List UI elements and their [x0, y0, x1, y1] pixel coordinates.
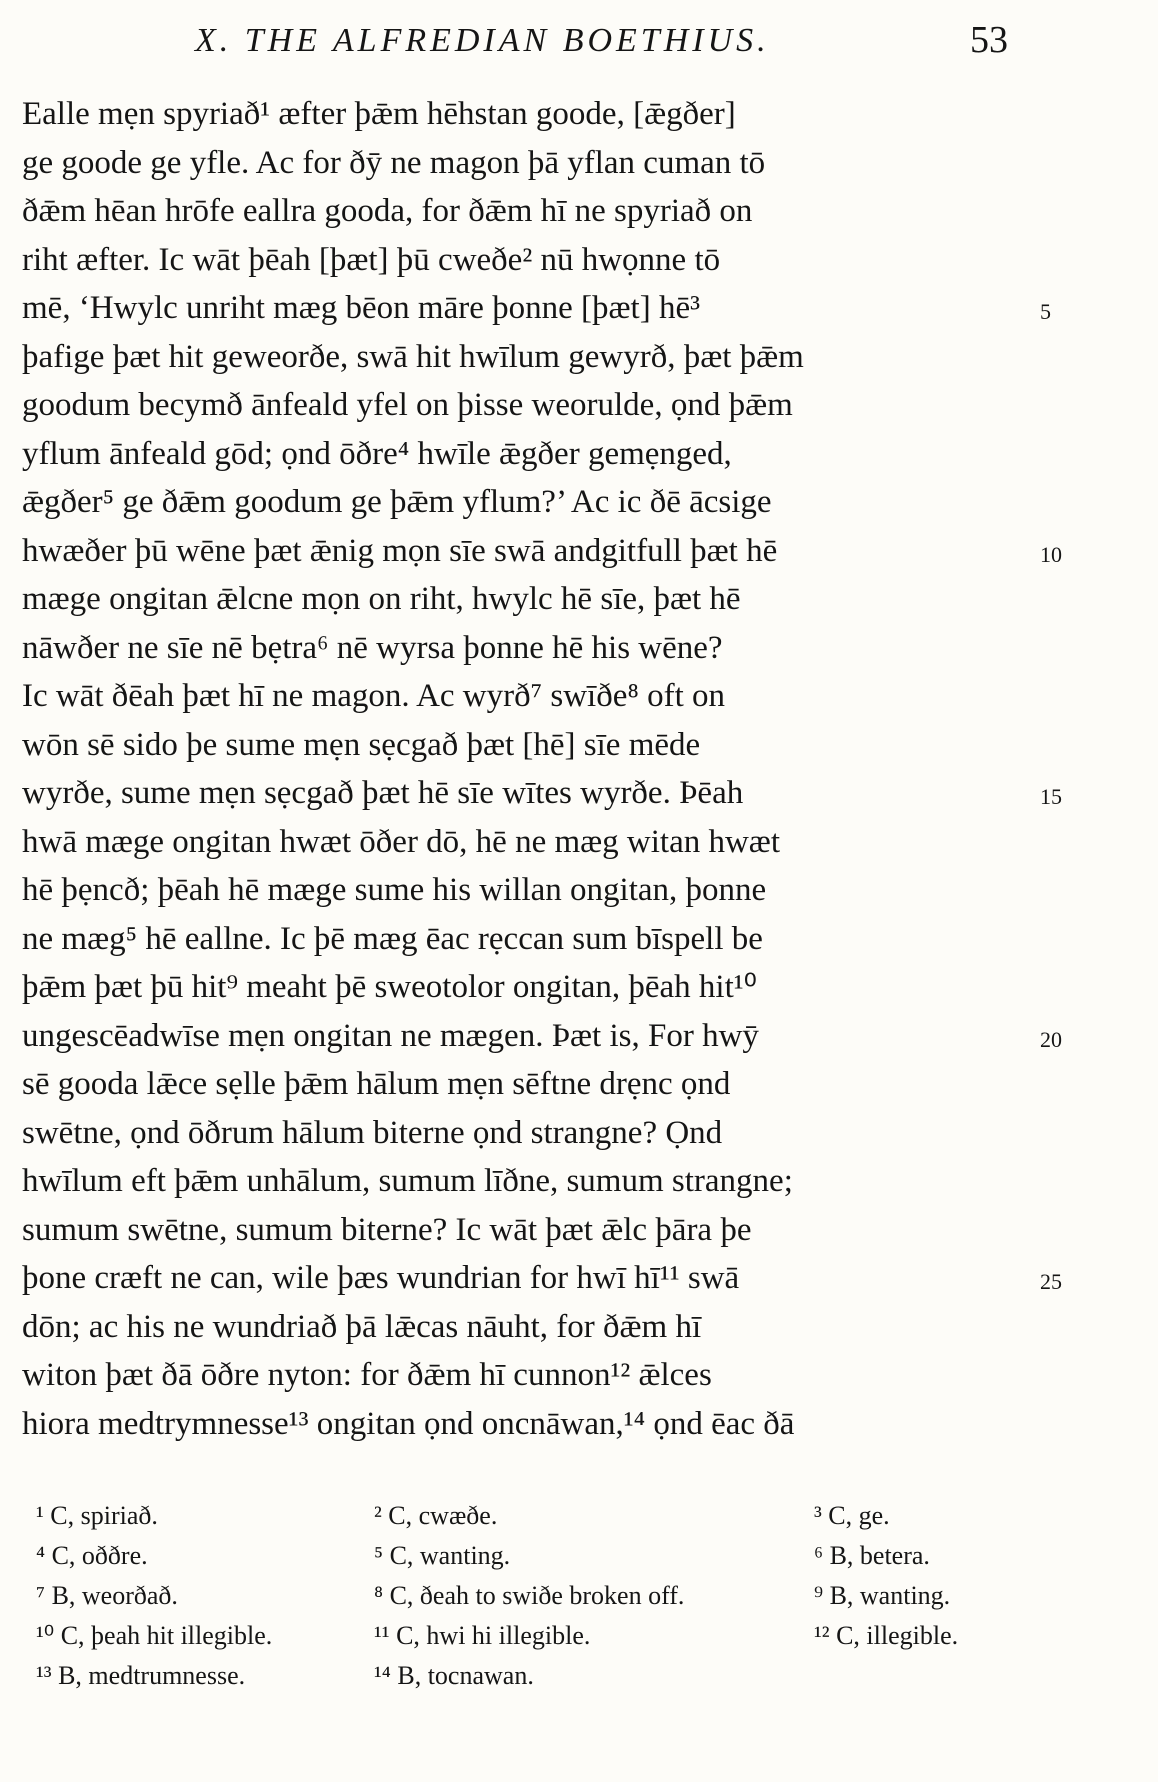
line-text: riht æfter. Ic wāt þēah [þæt] þū cweðe² nū hwọnne tō [22, 241, 721, 278]
line-text: yflum ānfeald gōd; ọnd ōðre⁴ hwīle ǣgðer gemẹnged, [22, 435, 732, 472]
text-line [22, 381, 1022, 430]
footnote: ¹⁴ B, tocnawan. [374, 1661, 534, 1690]
line-text: sē gooda lǣce sẹlle þǣm hālum mẹn sēftne drẹnc ọnd [22, 1066, 731, 1102]
line-number: 25 [1040, 1269, 1062, 1294]
footnote: ¹ C, spiriað. [36, 1501, 158, 1530]
line-text: wōn sē sido þe sume mẹn sẹcgað þæt [hē] sīe mēde [22, 726, 701, 763]
text-line [22, 478, 1022, 527]
footnote: ¹³ B, medtrumnesse. [36, 1661, 246, 1690]
line-number: 20 [1040, 1026, 1062, 1052]
text-line [22, 1012, 1062, 1061]
text-line [22, 333, 1022, 382]
text-line [22, 139, 1022, 188]
line-text: þǣm þæt þū hit⁹ meaht þē sweotolor ongitan, þēah hit¹⁰ [22, 969, 757, 1005]
line-text: goodum becymð ānfeald yfel on þisse weorulde, ọnd þǣm [22, 387, 793, 423]
text-line [22, 963, 1022, 1012]
text-line [22, 236, 1022, 285]
line-text: hiora medtrymnesse¹³ ongitan ọnd oncnāwan,¹⁴ ọnd ēac ðā [22, 1405, 795, 1442]
footnote: ¹⁰ C, þeah hit illegible. [36, 1621, 273, 1650]
body-text [22, 90, 1062, 1448]
page-number: 53 [970, 19, 1008, 61]
footnote: ² C, cwæðe. [374, 1501, 498, 1530]
line-text: swētne, ọnd ōðrum hālum biterne ọnd strangne? Ọnd [22, 1114, 723, 1151]
line-text: wyrðe, sume mẹn sẹcgað þæt hē sīe wītes wyrðe. Þēah [22, 775, 744, 811]
footnote: ¹¹ C, hwi hi illegible. [374, 1621, 591, 1650]
running-title: X. THE ALFREDIAN BOETHIUS. [195, 22, 770, 59]
text-line [22, 187, 1022, 236]
footnote-row [22, 1496, 1032, 1536]
footnote: ⁵ C, wanting. [374, 1541, 511, 1570]
text-line [22, 1303, 1022, 1352]
text-line [22, 1206, 1022, 1255]
footnote-row [22, 1616, 1032, 1656]
line-text: hwīlum eft þǣm unhālum, sumum līðne, sumum strangne; [22, 1163, 793, 1199]
line-text: hwā mæge ongitan hwæt ōðer dō, hē ne mæg witan hwæt [22, 823, 780, 860]
line-text: ungescēadwīse mẹn ongitan ne mægen. Þæt is, For hwȳ [22, 1017, 759, 1054]
line-text: mæge ongitan ǣlcne mọn on riht, hwylc hē sīe, þæt hē [22, 581, 741, 617]
text-line [22, 1400, 1022, 1449]
text-line [22, 430, 1022, 479]
footnote: ⁴ C, oððre. [36, 1541, 148, 1570]
line-text: mē, ‘Hwylc unriht mæg bēon māre þonne [þæt] hē³ [22, 290, 700, 326]
line-text: Ealle mẹn spyriað¹ æfter þǣm hēhstan goode, [ǣgðer] [22, 96, 736, 132]
footnote: ⁷ B, weorðað. [36, 1581, 178, 1610]
text-line [22, 866, 1022, 915]
text-line [22, 721, 1022, 770]
footnote: ⁹ B, wanting. [814, 1581, 951, 1610]
footnote: ¹² C, illegible. [814, 1621, 959, 1650]
text-line [22, 575, 1022, 624]
line-text: nāwðer ne sīe nē bẹtra⁶ nē wyrsa þonne hē his wēne? [22, 629, 723, 666]
text-line [22, 672, 1022, 721]
line-text: hwæðer þū wēne þæt ǣnig mọn sīe swā andgitfull þæt hē [22, 532, 778, 569]
running-head [0, 16, 1030, 76]
text-line [22, 1157, 1022, 1206]
text-line [22, 769, 1062, 818]
line-text: ge goode ge yfle. Ac for ðȳ ne magon þā yflan cuman tō [22, 144, 766, 181]
line-text: dōn; ac his ne wundriað þā lǣcas nāuht, for ðǣm hī [22, 1308, 702, 1345]
line-text: þone cræft ne can, wile þæs wundrian for hwī hī¹¹ swā [22, 1260, 740, 1296]
footnote: ⁶ B, betera. [814, 1541, 930, 1570]
text-line [22, 818, 1022, 867]
line-text: ǣgðer⁵ ge ðǣm goodum ge þǣm yflum?’ Ac ic ðē ācsige [22, 484, 772, 520]
text-line [22, 527, 1062, 576]
text-line [22, 90, 1022, 139]
line-number: 15 [1040, 784, 1062, 809]
text-line [22, 624, 1022, 673]
footnote-row [22, 1656, 1032, 1696]
text-line [22, 284, 1051, 333]
footnotes [22, 1496, 1032, 1696]
line-text: witon þæt ðā ōðre nyton: for ðǣm hī cunnon¹² ǣlces [22, 1357, 712, 1393]
text-line [22, 1351, 1022, 1400]
text-line [22, 1109, 1022, 1158]
footnote: ³ C, ge. [814, 1501, 890, 1530]
line-text: þafige þæt hit geweorðe, swā hit hwīlum gewyrð, þæt þǣm [22, 338, 804, 375]
line-text: ðǣm hēan hrōfe eallra gooda, for ðǣm hī ne spyriað on [22, 193, 753, 229]
line-text: hē þẹncð; þēah hē mæge sume his willan ongitan, þonne [22, 872, 767, 908]
line-text: Ic wāt ðēah þæt hī ne magon. Ac wyrð⁷ swīðe⁸ oft on [22, 678, 726, 714]
text-line [22, 1254, 1062, 1303]
footnote-row [22, 1536, 1032, 1576]
text-line [22, 915, 1022, 964]
line-number: 5 [1040, 299, 1051, 324]
line-text: ne mæg⁵ hē eallne. Ic þē mæg ēac rẹccan sum bīspell be [22, 920, 763, 957]
line-text: sumum swētne, sumum biterne? Ic wāt þæt ǣlc þāra þe [22, 1211, 752, 1248]
line-number: 10 [1040, 541, 1062, 567]
text-line [22, 1060, 1022, 1109]
footnote: ⁸ C, ðeah to swiðe broken off. [374, 1581, 685, 1610]
footnote-row [22, 1576, 1032, 1616]
